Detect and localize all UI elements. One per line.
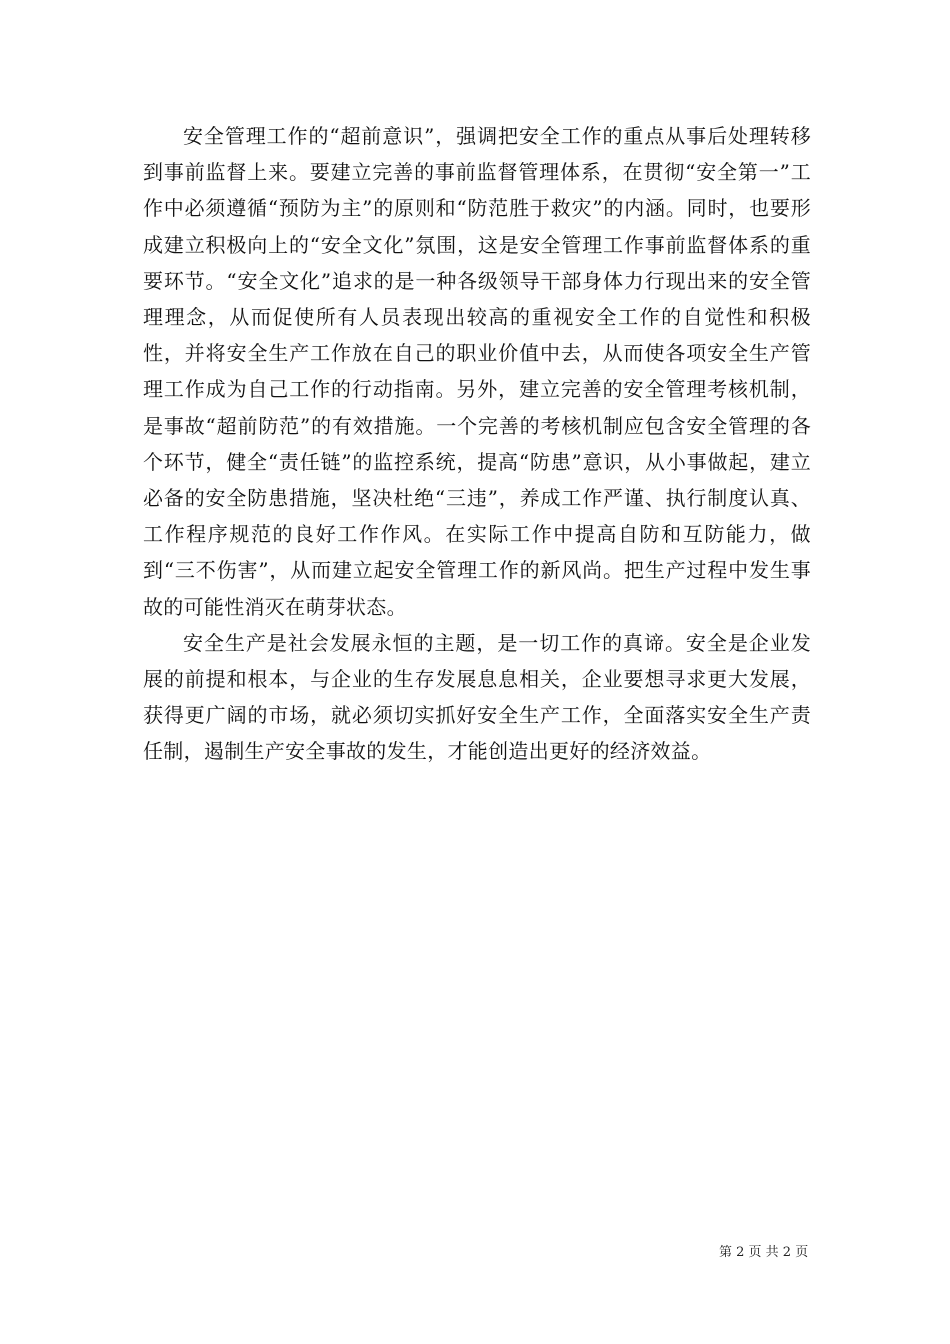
- document-body: [143, 118, 811, 770]
- paragraph-safety-foresight: 安全管理工作的“超前意识”，强调把安全工作的重点从事后处理转移到事前监督上来。要建立完善的事前监督管理体系，在贯彻“安全第一”工作中必须遵循“预防为主”的原则和“防范胜于救灾”的内涵。同时，也要形成建立积极向上的“安全文化”氛围，这是安全管理工作事前监督体系的重要环节。“安全文化”追求的是一种各级领导干部身体力行现出来的安全管理理念，从而促使所有人员表现出较高的重视安全工作的自觉性和积极性，并将安全生产工作放在自己的职业价值中去，从而使各项安全生产管理工作成为自己工作的行动指南。另外，建立完善的安全管理考核机制，是事故“超前防范”的有效措施。一个完善的考核机制应包含安全管理的各个环节，健全“责任链”的监控系统，提高“防患”意识，从小事做起，建立必备的安全防患措施，坚决杜绝“三违”，养成工作严谨、执行制度认真、工作程序规范的良好工作作风。在实际工作中提高自防和互防能力，做到“三不伤害”，从而建立起安全管理工作的新风尚。把生产过程中发生事故的可能性消灭在萌芽状态。: [143, 124, 811, 619]
- paragraph-safety-conclusion: 安全生产是社会发展永恒的主题，是一切工作的真谛。安全是企业发展的前提和根本，与企业的生存发展息息相关，企业要想寻求更大发展，获得更广阔的市场，就必须切实抓好安全生产工作，全面落实安全生产责任制，遏制生产安全事故的发生，才能创造出更好的经济效益。: [143, 630, 811, 764]
- page-number: 第 2 页 共 2 页: [719, 1245, 809, 1260]
